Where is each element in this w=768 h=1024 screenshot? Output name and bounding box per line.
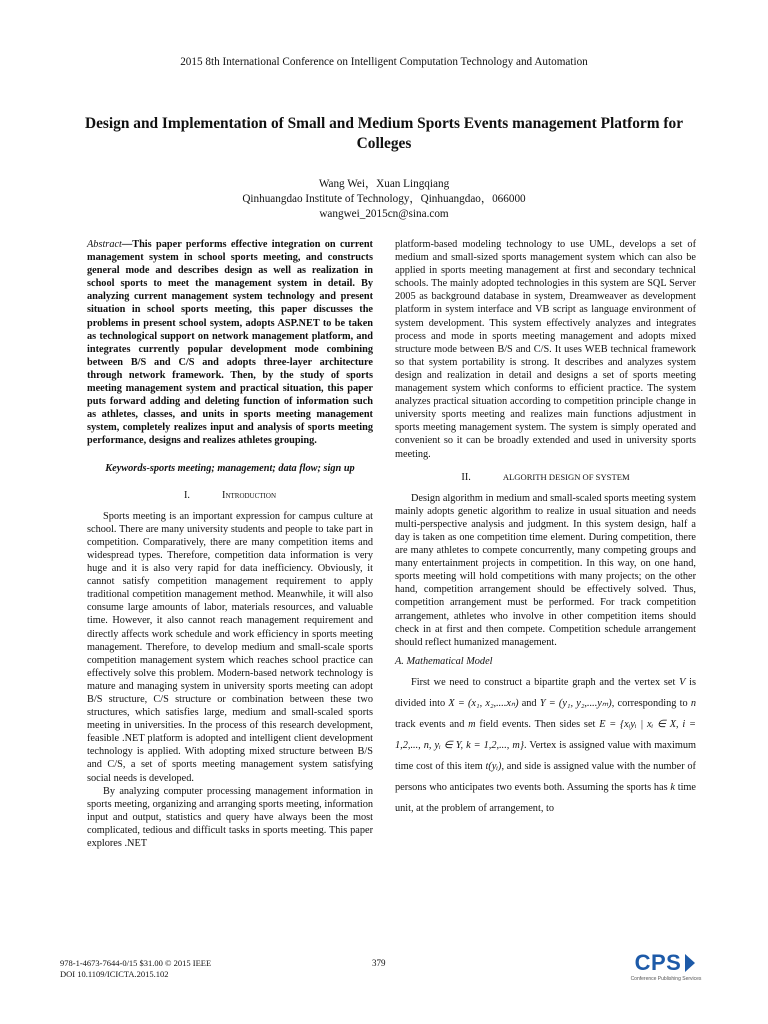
paragraph: By analyzing computer processing management information in sports meeting, organizing and arranging sports meeting, information input and output, statistics and query have always been the most complicated, tedious and difficult tasks in sports meeting. This paper explores .NET: [87, 785, 373, 850]
affiliation: Qinhuangdao Institute of Technology，Qinhuangdao，066000: [242, 193, 526, 205]
conference-header: 2015 8th International Conference on Intelligent Computation Technology and Automation: [180, 56, 588, 68]
left-column: [87, 238, 373, 850]
math-k: k: [670, 781, 675, 793]
math-m: m: [468, 718, 476, 730]
text-span: . Vertex is assigned value with maximum time cost of this item: [395, 739, 696, 772]
email[interactable]: wangwei_2015cn@sina.com: [319, 208, 449, 220]
paragraph: Sports meeting is an important expression for campus culture at school. There are many university students and people to take part in competition. Comparatively, there are many competition items and widespread types. Therefore, competition data information is very huge and it is also very rapid for data inefficiency. Obviously, it cannot satisfy competition management requirement to apply traditional competition management method. Meanwhile, it will also consume large amounts of labor, materials resources, and valuable time. However, it also cannot reach management requirement and directly affects work schedule and work efficiency in sports meeting management. Therefore, to develop medium and small-scale sports competition management system which reaches school practice can effectively solve this problem. Modern-based network technology is mature and managing system in university sports meeting can adopt B/S structure, C/S structure or combination between these two structures, which satisfies large, medium and small-scaled sports meeting in universities. In the process of this research development, feasible .NET platform is adopted and intelligent client development technology is applied. With adopting mixed structure between B/S and C/S, a set of sports meeting management system satisfying social needs is developed.: [87, 510, 373, 784]
abstract: [87, 238, 373, 448]
authors: Wang Wei，Xuan Lingqiang: [318, 178, 450, 190]
text-span: , corresponding to: [611, 697, 688, 709]
subsection-heading: A. Mathematical Model: [395, 655, 493, 667]
section-title: ALGORITH DESIGN OF SYSTEM: [502, 471, 630, 482]
math-y-set: Y = (y₁, y₂,....yₘ): [539, 697, 612, 709]
section-heading-algorithm: [395, 471, 696, 484]
text-span: track events and: [395, 718, 465, 730]
logo-text: CPS: [634, 950, 682, 975]
math-t: t(yᵢ): [485, 760, 502, 772]
text-span: and: [521, 697, 537, 709]
keywords: Keywords-sports meeting; management; data flow; sign up: [105, 462, 355, 474]
abstract-lead: Abstract: [87, 239, 122, 250]
math-v: V: [679, 676, 686, 688]
math-x-set: X = (x₁, x₂,....xₙ): [448, 697, 519, 709]
text-span: is divided into: [395, 676, 697, 709]
logo-mark-icon: [683, 952, 697, 974]
section-number: II.: [461, 471, 471, 483]
paragraph: Design algorithm in medium and small-scaled sports meeting system mainly adopts genetic algorithm to realize in usual situation and needs multi-perspective analysis and judgment. In this system design, half a day is taken as one competition time element. During competition, there are many athletes to compete concurrently, many competing groups and many entertainment projects in competition. In this way, on one hand, sports meeting will hold competitions with many projects; on the other hand, competition arrangement should be effectively solved. Thus, competition arrangement must be performed. For track competition arrangement, athletes who involve in other competition items should check in at first and then compete. Competition schedule arrangement should reflect humanized management.: [395, 492, 696, 648]
section-title: Introduction: [222, 489, 276, 501]
section-heading-introduction: [87, 489, 373, 502]
text-span: , and side is assigned value with the number of persons who anticipates two events both. Assuming the sports has: [395, 760, 696, 793]
author-block: [0, 177, 768, 222]
cps-logo: [626, 950, 706, 992]
text-span: First we need to construct a bipartite graph and the vertex set: [411, 676, 676, 688]
paragraph-math: [395, 672, 696, 819]
paper-title: Design and Implementation of Small and Medium Sports Events management Platform for Colleges: [84, 115, 684, 152]
footer-ids: [60, 958, 211, 980]
text-span: field events. Then sides set: [479, 718, 596, 730]
doi: DOI 10.1109/ICICTA.2015.102: [60, 969, 169, 979]
section-number: I.: [184, 489, 191, 501]
text-span: time unit, at the problem of arrangement, to: [395, 781, 697, 814]
paragraph: platform-based modeling technology to use UML, develops a set of medium and small-sized sports management system which can also be applied in sports meeting management at first and secondary technical schools. The mainly adopted technologies in this system are SQL Server 2005 as background database in system, Dreamweaver as development platform in system interface and VB script as language environment of system development. This system effectively analyzes and integrates process and mode in sports meeting management and adopts mixed structure mode between B/S and C/S. It uses WEB technical framework so that system portability is strong. It describes and analyzes system design and realization in detail and designs a set of sports meeting management system which conforms to efficient practice. The system analyzes practical situation according to competition principle change in university sports meeting and realizes main functions adjustment in sports meeting management system. The system is simply operated and convenient so it can be broadly extended and used in university sports meeting.: [395, 239, 696, 460]
page-number: 379: [372, 958, 386, 968]
isbn: 978-1-4673-7644-0/15 $31.00 © 2015 IEEE: [60, 958, 212, 968]
math-e-set: E = {xᵢyᵢ | xᵢ ∈ X, i = 1,2,..., n, yᵢ ∈ Y, k = 1,2,..., m}: [395, 718, 697, 751]
abstract-text: —This paper performs effective integration on current management system in school sports meeting, and constructs general mode and describes design as well as realization in school sports to meet the management system in detail. By analyzing current management system technology and present situation in school sports meeting, this paper discusses the problems in present school system, adopts ASP.NET to be taken as technological support on network management platform, and integrates currently popular development mode combining between B/S and C/S and adopts three-layer architecture through network framework. Then, by the study of sports meeting management system and practical situation, this paper puts forward adding and deleting function of information such as athletes, classes, and units in sports meeting management system, completely realizes input and analysis of sports meeting performance, designs and realizes athletes grouping.: [87, 239, 373, 447]
right-column: [395, 238, 696, 819]
logo-subtitle: Conference Publishing Services: [630, 976, 702, 982]
math-n: n: [690, 697, 697, 709]
